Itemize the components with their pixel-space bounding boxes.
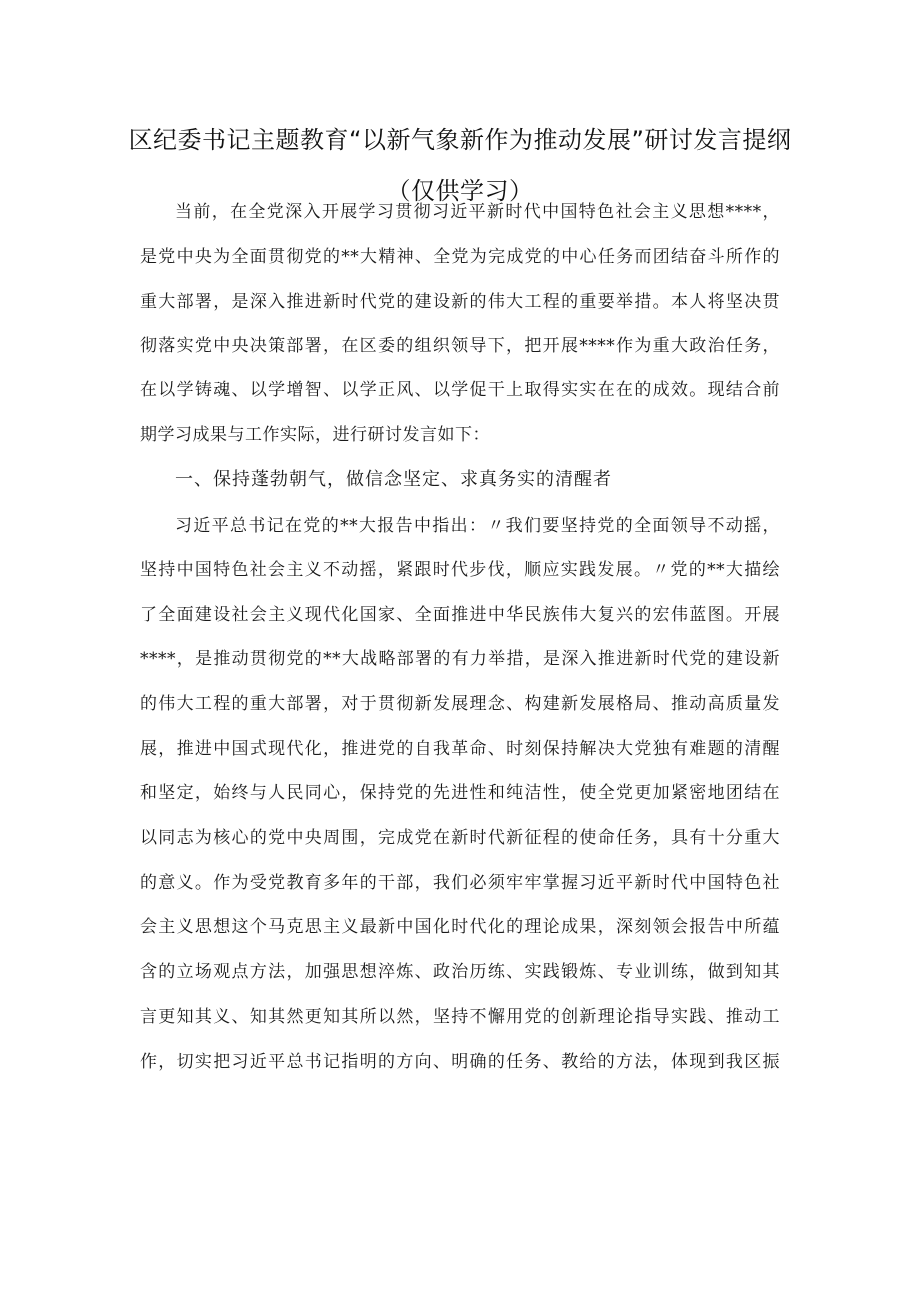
- paragraph-1-line-5: 在以学铸魂、以学增智、以学正风、以学促干上取得实实在在的成效。现结合前: [140, 380, 780, 400]
- paragraph-1-line-3: 重大部署，是深入推进新时代党的建设新的伟大工程的重要举措。本人将坚决贯: [140, 292, 780, 312]
- paragraph-2-line-10: 会主义思想这个马克思主义最新中国化时代化的理论成果，深刻领会报告中所蕴: [140, 917, 780, 937]
- paragraph-1-line-4: 彻落实党中央决策部署，在区委的组织领导下，把开展****作为重大政治任务，: [140, 336, 780, 356]
- document-subtitle: （仅供学习）: [386, 177, 534, 205]
- paragraph-2-line-9: 的意义。作为受党教育多年的干部，我们必须牢牢掌握习近平新时代中国特色社: [140, 873, 780, 893]
- paragraph-2-line-11: 含的立场观点方法，加强思想淬炼、政治历练、实践锻炼、专业训练，做到知其: [140, 962, 780, 982]
- paragraph-2-line-7: 和坚定，始终与人民同心，保持党的先进性和纯洁性，使全党更加紧密地团结在: [140, 783, 780, 803]
- paragraph-2-line-5: 的伟大工程的重大部署，对于贯彻新发展理念、构建新发展格局、推动高质量发: [140, 694, 780, 714]
- paragraph-2-line-13: 作，切实把习近平总书记指明的方向、明确的任务、教给的方法，体现到我区振: [140, 1052, 780, 1072]
- paragraph-2-line-6: 展，推进中国式现代化，推进党的自我革命、时刻保持解决大党独有难题的清醒: [140, 739, 780, 759]
- paragraph-2-line-8: 以同志为核心的党中央周围，完成党在新时代新征程的使命任务，具有十分重大: [140, 828, 780, 848]
- paragraph-2-line-2: 坚持中国特色社会主义不动摇，紧跟时代步伐，顺应实践发展。〃党的**大描绘: [140, 560, 780, 580]
- section-heading-1: 一、保持蓬勃朝气，做信念坚定、求真务实的清醒者: [175, 469, 612, 490]
- document-title: 区纪委书记主题教育“以新气象新作为推动发展”研讨发言提纲: [128, 126, 792, 154]
- paragraph-2-line-12: 言更知其义、知其然更知其所以然，坚持不懈用党的创新理论指导实践、推动工: [140, 1007, 780, 1027]
- paragraph-2-line-4: ****，是推动贯彻党的**大战略部署的有力举措，是深入推进新时代党的建设新: [140, 649, 780, 669]
- paragraph-2-line-1: 习近平总书记在党的**大报告中指出：〃我们要坚持党的全面领导不动摇，: [175, 516, 780, 536]
- paragraph-1-line-6: 期学习成果与工作实际，进行研讨发言如下：: [140, 425, 490, 445]
- paragraph-1-line-1: 当前，在全党深入开展学习贯彻习近平新时代中国特色社会主义思想****，: [175, 202, 780, 222]
- paragraph-2-line-3: 了全面建设社会主义现代化国家、全面推进中华民族伟大复兴的宏伟蓝图。开展: [140, 605, 780, 625]
- paragraph-1-line-2: 是党中央为全面贯彻党的**大精神、全党为完成党的中心任务而团结奋斗所作的: [140, 247, 780, 267]
